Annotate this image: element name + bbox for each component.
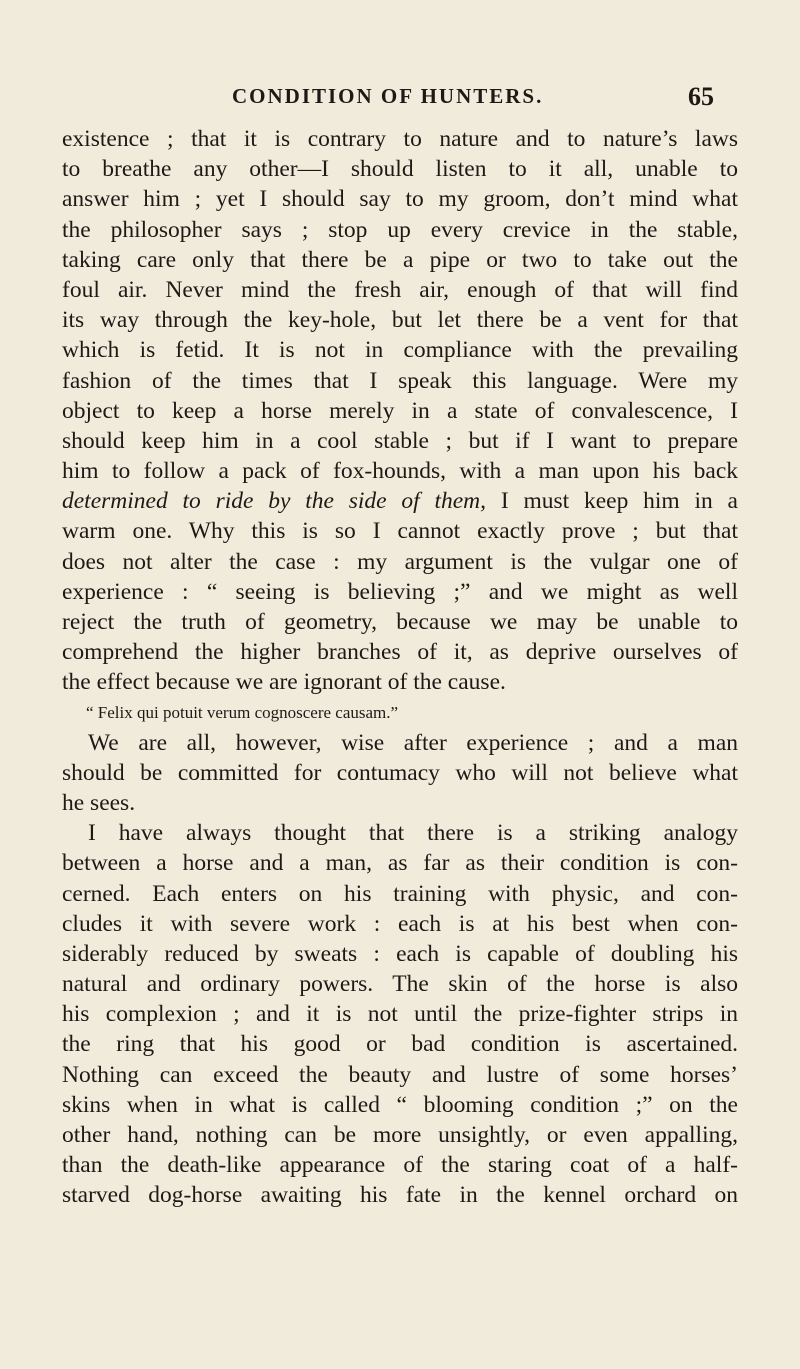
text-line: Nothing can exceed the beauty and lustre of some horses’ — [62, 1061, 738, 1088]
running-head: CONDITION OF HUNTERS. — [232, 84, 544, 108]
text-line: should keep him in a cool stable ; but if I want to prepare — [62, 427, 738, 454]
page-number: 65 — [688, 82, 714, 111]
text-line: the ring that his good or bad condition is ascertained. — [62, 1031, 738, 1058]
text-line: to breathe any other—I should listen to it all, unable to — [62, 156, 738, 183]
text-line: siderably reduced by sweats : each is capable of doubling his — [62, 940, 738, 967]
paragraph-1 — [62, 124, 738, 698]
text-line: he sees. — [62, 789, 136, 816]
text-line: answer him ; yet I should say to my groom, don’t mind what — [62, 186, 738, 213]
text-line: comprehend the higher branches of it, as deprive ourselves of — [62, 639, 738, 666]
text-line: cludes it with severe work : each is at his best when con- — [62, 910, 738, 937]
text-line: him to follow a pack of fox-hounds, with a man upon his back — [62, 458, 738, 485]
text-line: We are all, however, wise after experience ; and a man — [88, 729, 738, 756]
paragraph-3 — [62, 818, 738, 1210]
text-line: the effect because we are ignorant of the cause. — [62, 669, 506, 696]
text-line: fashion of the times that I speak this language. Were my — [62, 367, 738, 394]
text-line: its way through the key-hole, but let there be a vent for that — [62, 307, 738, 334]
body-text — [62, 124, 738, 1211]
text-line: taking care only that there be a pipe or two to take out the — [62, 246, 738, 273]
text-line: warm one. Why this is so I cannot exactly prove ; but that — [62, 518, 738, 545]
text-line: other hand, nothing can be more unsightly, or even appalling, — [62, 1122, 738, 1148]
paragraph-2 — [62, 728, 738, 819]
text-line: I have always thought that there is a striking analogy — [88, 820, 738, 847]
text-line: than the death-like appearance of the staring coat of a half- — [62, 1152, 738, 1179]
text-line: reject the truth of geometry, because we may be unable to — [62, 609, 738, 635]
page-header — [0, 84, 800, 114]
text-line: cerned. Each enters on his training with physic, and con- — [62, 880, 738, 907]
text-line: foul air. Never mind the fresh air, enough of that will find — [62, 276, 738, 303]
text-line: skins when in what is called “ blooming condition ;” on the — [62, 1091, 738, 1118]
text-line: existence ; that it is contrary to nature and to nature’s laws — [62, 126, 738, 152]
text-fragment: I must keep him in a — [486, 488, 738, 515]
latin-quotation: “ Felix qui potuit verum cognoscere causam.” — [86, 702, 399, 722]
text-line: natural and ordinary powers. The skin of the horse is also — [62, 971, 738, 998]
text-line: does not alter the case : my argument is the vulgar one of — [62, 548, 738, 575]
text-line-mixed — [62, 486, 738, 516]
text-line: starved dog-horse awaiting his fate in the kennel orchard on — [62, 1182, 738, 1209]
text-line: his complexion ; and it is not until the prize-fighter strips in — [62, 1001, 738, 1028]
text-line: the philosopher says ; stop up every crevice in the stable, — [62, 216, 738, 243]
text-line: should be committed for contumacy who will not believe what — [62, 759, 738, 786]
text-line: experience : “ seeing is believing ;” and we might as well — [62, 578, 738, 605]
text-line: between a horse and a man, as far as their condition is con- — [62, 850, 738, 877]
text-line: which is fetid. It is not in compliance with the prevailing — [62, 337, 738, 364]
text-line: object to keep a horse merely in a state of convalescence, I — [62, 397, 738, 424]
italic-phrase: determined to ride by the side of them, — [62, 488, 487, 515]
